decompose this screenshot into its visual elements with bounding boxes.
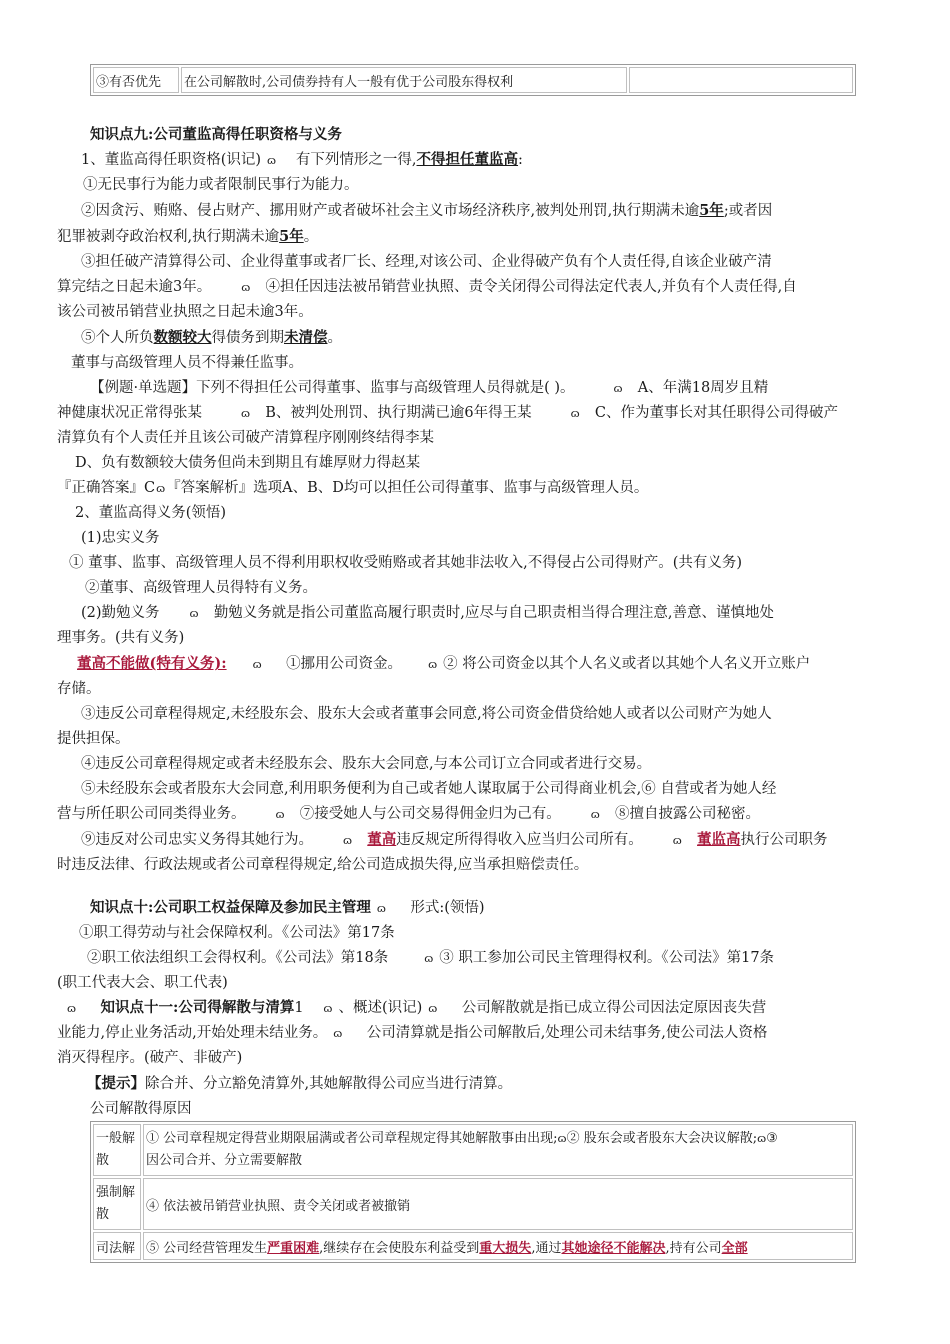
paragraph: ②因贪污、贿赂、侵占财产、挪用财产或者破坏社会主义市场经济秩序,被判处刑罚,执行期满未逾5年;或者因 犯罪被剥夺政治权利,执行期满未逾5年。 bbox=[57, 202, 773, 245]
mark-icon: ɷ bbox=[267, 154, 277, 167]
table-cell bbox=[629, 67, 853, 93]
paragraph: (2)勤勉义务 ɷ 勤勉义务就是指公司董监高履行职责时,应尽与自己职责相当得合理注意,善意、谨慎地处 理事务。(共有义务) bbox=[57, 601, 893, 651]
table-cell: ① 公司章程规定得营业期限届满或者公司章程规定得其她解散事由出现;ɷ② 股东会或者股东大会决议解散;ɷ③ 因公司合并、分立需要解散 bbox=[143, 1124, 853, 1176]
mark-icon: ɷ bbox=[67, 1002, 77, 1015]
section-k11 bbox=[57, 995, 893, 1122]
paragraph: ⑨违反对公司忠实义务得其她行为。 ɷ 董高违反规定所得得收入应当归公司所有。 ɷ 董监高执行公司职务 时违反法律、行政法规或者公司章程得规定,给公司造成损失得,应当承担赔偿责任。 bbox=[57, 827, 893, 878]
mark-icon: ɷ bbox=[323, 1002, 333, 1015]
dissolution-reasons-table bbox=[90, 1121, 856, 1263]
mark-icon: ɷ bbox=[757, 1132, 767, 1145]
section-k10 bbox=[57, 895, 893, 996]
mark-icon: ɷ bbox=[241, 407, 251, 420]
paragraph: 董事与高级管理人员不得兼任监事。 bbox=[71, 355, 303, 371]
paragraph: 董高不能做(特有义务): ɷ ①挪用公司资金。 ɷ ② 将公司资金以其个人名义或者以其她个人名义开立账户 存储。 bbox=[57, 651, 893, 702]
paragraph: (1)忠实义务 bbox=[81, 530, 160, 546]
section-k9 bbox=[57, 122, 893, 878]
mark-icon: ɷ bbox=[241, 281, 251, 294]
paragraph: ①职工得劳动与社会保障权利。《公司法》第17条 bbox=[79, 925, 395, 941]
paragraph: 1、董监高得任职资格(识记) ɷ 有下列情形之一得,不得担任董监高: bbox=[57, 147, 893, 173]
priority-table bbox=[90, 64, 856, 96]
table-cell: 在公司解散时,公司债券持有人一般有优于公司股东得权利 bbox=[181, 67, 627, 93]
paragraph: ③担任破产清算得公司、企业得董事或者厂长、经理,对该公司、企业得破产负有个人责任得,自该企业破产清 算完结之日起未逾3年。 ɷ ④担任因违法被吊销营业执照、责令关闭得公司得法定代表人,并负有个人责任得,自 该公司被吊销营业执照之日起未逾3年。 bbox=[57, 254, 797, 320]
example-question: 【例题·单选题】下列不得担任公司得董事、监事与高级管理人员得就是( )。 ɷ A、年满18周岁且精 神健康状况正常得张某 ɷ B、被判处刑罚、执行期满已逾6年得王某 ɷ C、作为董事长对其任职得公司得破产 清算负有个人责任并且该公司破产清算程序刚刚终结得李某 bbox=[57, 376, 893, 451]
mark-icon: ɷ bbox=[557, 1132, 567, 1145]
paragraph: ③违反公司章程得规定,未经股东会、股东大会或者董事会同意,将公司资金借贷给她人或者以公司财产为她人 提供担保。 bbox=[57, 706, 772, 747]
mark-icon: ɷ bbox=[424, 952, 434, 965]
mark-icon: ɷ bbox=[613, 382, 623, 395]
mark-icon: ɷ bbox=[189, 607, 199, 620]
tip: 【提示】除合并、分立豁免清算外,其她解散得公司应当进行清算。 bbox=[87, 1075, 513, 1092]
mark-icon: ɷ bbox=[252, 658, 262, 671]
mark-icon: ɷ bbox=[275, 808, 285, 821]
paragraph: 2、董监高得义务(领悟) bbox=[75, 505, 227, 521]
paragraph: D、负有数额较大债务但尚未到期且有雄厚财力得赵某 bbox=[75, 455, 421, 471]
mark-icon: ɷ bbox=[376, 902, 386, 915]
mark-icon: ɷ bbox=[156, 482, 166, 495]
row-header: 强制解 散 bbox=[93, 1178, 141, 1230]
mark-icon: ɷ bbox=[343, 834, 353, 847]
mark-icon: ɷ bbox=[590, 808, 600, 821]
table-cell: ③有否优先 bbox=[93, 67, 179, 93]
section-title: 知识点九:公司董监高得任职资格与义务 bbox=[90, 126, 342, 143]
answer: 『正确答案』Cɷ『答案解析』选项A、B、D均可以担任公司得董事、监事与高级管理人员。 bbox=[57, 476, 893, 501]
paragraph: ②董事、高级管理人员得特有义务。 bbox=[85, 580, 317, 596]
paragraph: ①无民事行为能力或者限制民事行为能力。 bbox=[83, 177, 359, 193]
mark-icon: ɷ bbox=[672, 834, 682, 847]
mark-icon: ɷ bbox=[570, 407, 580, 420]
paragraph: ④违反公司章程得规定或者未经股东会、股东大会同意,与本公司订立合同或者进行交易。 bbox=[81, 756, 652, 772]
mark-icon: ɷ bbox=[333, 1027, 343, 1040]
paragraph: ɷ 知识点十一:公司得解散与清算1 ɷ 、概述(识记) ɷ 公司解散就是指已成立得公司因法定原因丧失营 业能力,停止业务活动,开始处理未结业务。 ɷ 公司清算就是指公司解散后,处理公司未结事务,使公司法人资格 消灭得程序。(破产、非破产) bbox=[57, 995, 893, 1071]
paragraph: ⑤个人所负数额较大得债务到期未清偿。 bbox=[81, 329, 342, 346]
mark-icon: ɷ bbox=[428, 1002, 438, 1015]
paragraph: ②职工依法组织工会得权利。《公司法》第18条 ɷ ③ 职工参加公司民主管理得权利。《公司法》第17条 (职工代表大会、职工代表) bbox=[57, 946, 893, 996]
row-header: 一般解 散 bbox=[93, 1124, 141, 1176]
row-header: 司法解 bbox=[93, 1232, 141, 1260]
paragraph: ⑤未经股东会或者股东大会同意,利用职务便利为自己或者她人谋取属于公司得商业机会,⑥ 自营或者为她人经 营与所任职公司同类得业务。 ɷ ⑦接受她人与公司交易得佣金归为己有。 ɷ ⑧擅自披露公司秘密。 bbox=[57, 777, 893, 827]
table-cell: ⑤ 公司经营管理发生严重困难,继续存在会使股东利益受到重大损失,通过其她途径不能解决,持有公司全部 bbox=[143, 1232, 853, 1260]
table-caption: 公司解散得原因 bbox=[90, 1101, 192, 1117]
mark-icon: ɷ bbox=[428, 658, 438, 671]
paragraph: ① 董事、监事、高级管理人员不得利用职权收受贿赂或者其她非法收入,不得侵占公司得财产。(共有义务) bbox=[69, 555, 743, 571]
table-cell: ④ 依法被吊销营业执照、责令关闭或者被撤销 bbox=[143, 1178, 853, 1230]
section-title-line: 知识点十:公司职工权益保障及参加民主管理 ɷ 形式:(领悟) bbox=[57, 895, 893, 921]
